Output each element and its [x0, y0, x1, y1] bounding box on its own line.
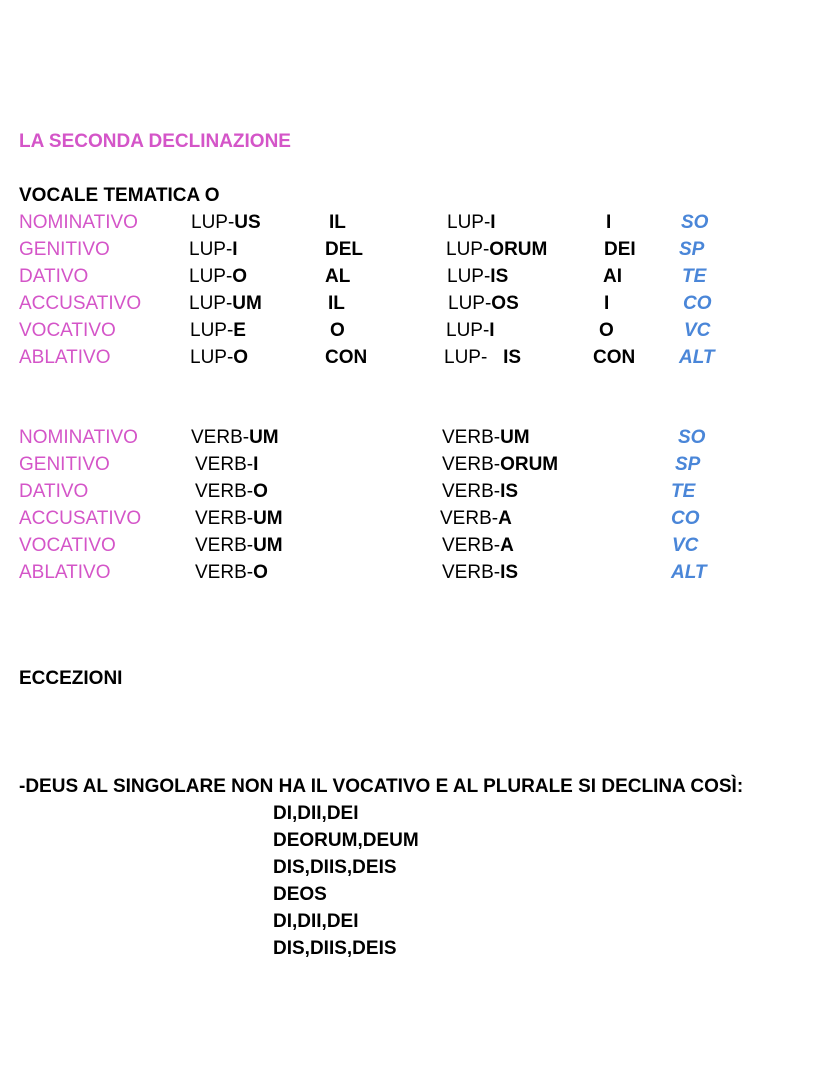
case-label: ABLATIVO [19, 347, 111, 368]
singular-form: LUP-O [190, 347, 249, 368]
plural-article: DEI [604, 239, 636, 260]
singular-form: VERB-UM [191, 427, 279, 448]
case-abbreviation: CO [683, 293, 712, 314]
plural-form: LUP-IS [447, 266, 509, 287]
list-item: DI,DII,DEI [273, 911, 359, 932]
page-title: LA SECONDA DECLINAZIONE [19, 131, 291, 152]
plural-form: LUP-OS [448, 293, 519, 314]
plural-form: VERB-A [442, 535, 514, 556]
singular-form: VERB-UM [195, 535, 283, 556]
case-label: DATIVO [19, 266, 89, 287]
plural-form: LUP-I [446, 320, 495, 341]
list-item: DIS,DIIS,DEIS [273, 938, 397, 959]
list-item: DEOS [273, 884, 327, 905]
case-abbreviation: SO [681, 212, 709, 233]
singular-form: LUP-E [190, 320, 246, 341]
section-subtitle: VOCALE TEMATICA O [19, 185, 220, 206]
singular-form: LUP-O [189, 266, 248, 287]
plural-form: VERB-IS [442, 481, 519, 502]
case-abbreviation: VC [684, 320, 711, 341]
list-item: DIS,DIIS,DEIS [273, 857, 397, 878]
case-label: VOCATIVO [19, 535, 116, 556]
plural-form: VERB-IS [442, 562, 519, 583]
case-abbreviation: TE [671, 481, 696, 502]
plural-form: LUP-ORUM [446, 239, 548, 260]
plural-form: LUP- IS [444, 347, 522, 368]
plural-article: I [606, 212, 612, 233]
plural-form: VERB-ORUM [442, 454, 559, 475]
case-abbreviation: VC [672, 535, 699, 556]
singular-article: AL [325, 266, 351, 287]
plural-article: I [604, 293, 610, 314]
case-abbreviation: ALT [679, 347, 715, 368]
case-abbreviation: ALT [671, 562, 707, 583]
plural-form: VERB-UM [442, 427, 530, 448]
plural-form: LUP-I [447, 212, 496, 233]
deus-note: -DEUS AL SINGOLARE NON HA IL VOCATIVO E AL PLURALE SI DECLINA COSÌ: [19, 776, 744, 797]
case-label: ACCUSATIVO [19, 293, 142, 314]
singular-article: IL [328, 293, 345, 314]
exceptions-heading: ECCEZIONI [19, 668, 123, 689]
singular-form: VERB-O [195, 481, 268, 502]
case-label: NOMINATIVO [19, 427, 138, 448]
case-label: ABLATIVO [19, 562, 111, 583]
singular-article: CON [325, 347, 368, 368]
singular-form: LUP-I [189, 239, 238, 260]
case-abbreviation: SP [675, 454, 701, 475]
list-item: DEORUM,DEUM [273, 830, 419, 851]
singular-form: VERB-I [195, 454, 259, 475]
case-label: GENITIVO [19, 454, 110, 475]
case-label: VOCATIVO [19, 320, 116, 341]
case-label: DATIVO [19, 481, 89, 502]
plural-article: CON [593, 347, 636, 368]
case-abbreviation: SP [679, 239, 705, 260]
singular-form: LUP-UM [189, 293, 262, 314]
plural-form: VERB-A [440, 508, 512, 529]
list-item: DI,DII,DEI [273, 803, 359, 824]
case-label: ACCUSATIVO [19, 508, 142, 529]
singular-form: LUP-US [191, 212, 261, 233]
case-abbreviation: TE [682, 266, 707, 287]
plural-article: O [599, 320, 614, 341]
singular-article: IL [329, 212, 346, 233]
singular-form: VERB-UM [195, 508, 283, 529]
plural-article: AI [603, 266, 622, 287]
singular-article: O [330, 320, 345, 341]
singular-form: VERB-O [195, 562, 268, 583]
case-abbreviation: SO [678, 427, 706, 448]
case-abbreviation: CO [671, 508, 700, 529]
case-label: NOMINATIVO [19, 212, 138, 233]
singular-article: DEL [325, 239, 363, 260]
case-label: GENITIVO [19, 239, 110, 260]
